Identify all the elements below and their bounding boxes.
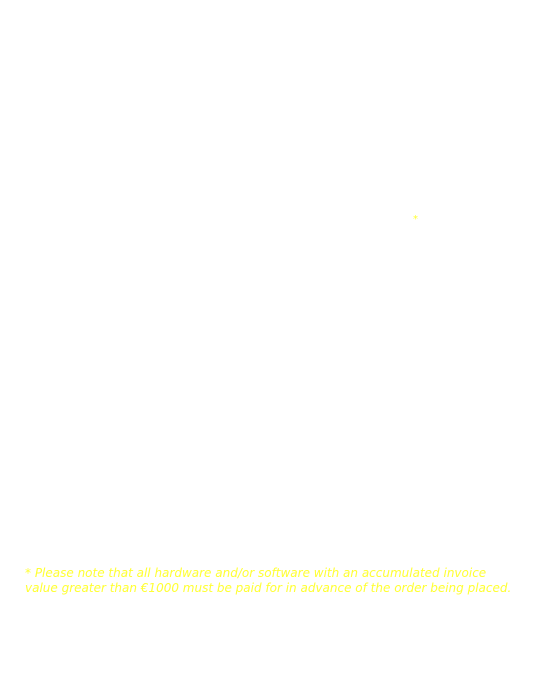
payment-footnote: * Please note that all hardware and/or software with an accumulated invoice value greater than €1000 must be paid for in advance of the order being placed.	[25, 566, 512, 595]
footnote-marker: *	[413, 214, 418, 225]
